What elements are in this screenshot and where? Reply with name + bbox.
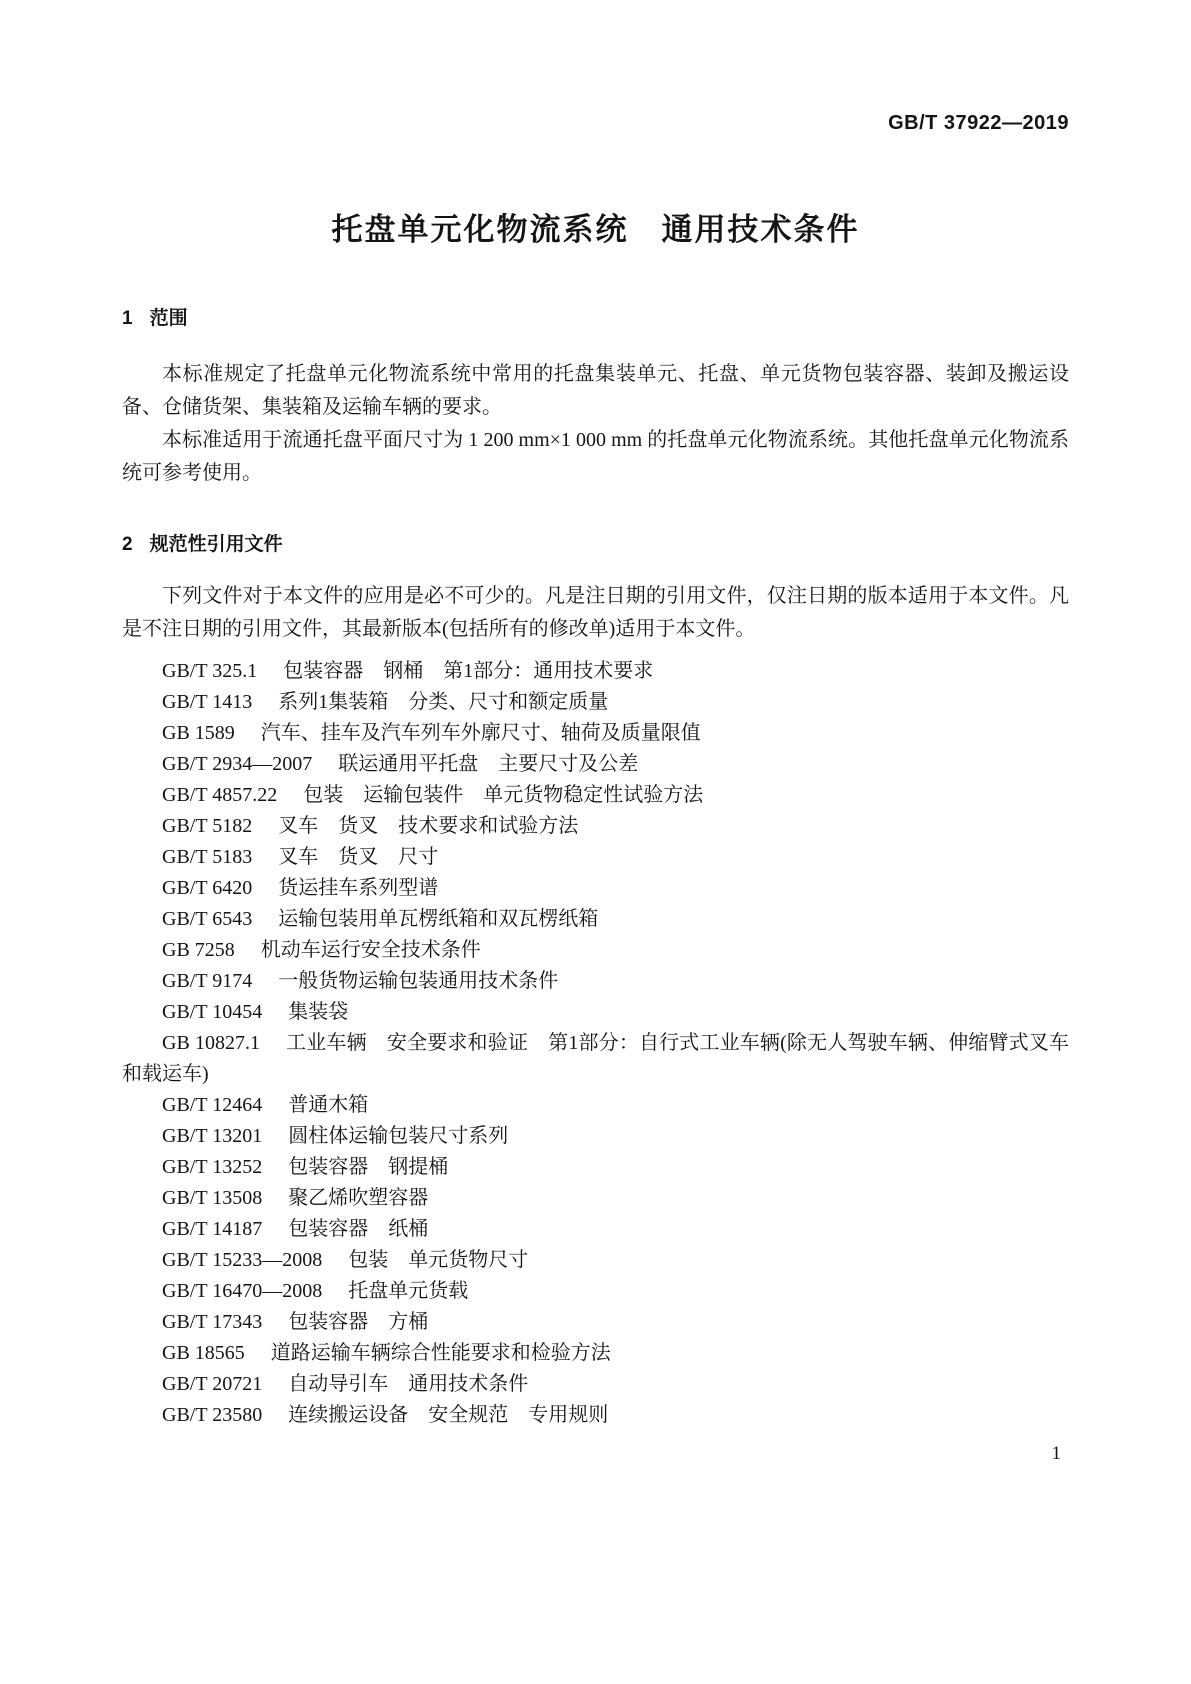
- reference-item: [122, 904, 1069, 935]
- reference-item: [122, 1214, 1069, 1245]
- section-2-number: 2: [122, 534, 133, 555]
- section-2-heading: [122, 532, 1069, 558]
- reference-title: 托盘单元货载: [348, 1280, 469, 1302]
- reference-item: [122, 687, 1069, 718]
- reference-code: GB/T 1413: [162, 691, 253, 713]
- reference-code: GB/T 5183: [162, 846, 253, 868]
- reference-title: 普通木箱: [288, 1094, 369, 1116]
- reference-item: [122, 1183, 1069, 1214]
- reference-item: [122, 997, 1069, 1028]
- reference-item: [122, 1152, 1069, 1183]
- reference-title: 叉车 货叉 尺寸: [278, 846, 439, 868]
- reference-title: 工业车辆 安全要求和验证 第1部分：自行式工业车辆(除无人驾驶车辆、伸缩臂式叉车和载运车): [122, 1032, 1069, 1085]
- reference-code: GB/T 325.1: [162, 660, 258, 682]
- reference-item: [122, 1245, 1069, 1276]
- reference-code: GB/T 20721: [162, 1373, 263, 1395]
- section-1-number: 1: [122, 308, 133, 329]
- paragraph-scope-2: 本标准适用于流通托盘平面尺寸为 1 200 mm×1 000 mm 的托盘单元化物流系统。其他托盘单元化物流系统可参考使用。: [122, 429, 1069, 484]
- reference-item: [122, 1338, 1069, 1369]
- reference-item: [122, 656, 1069, 687]
- page-number: 1: [1051, 1443, 1061, 1464]
- reference-title: 集装袋: [288, 1001, 349, 1023]
- reference-code: GB/T 6543: [162, 908, 253, 930]
- reference-title: 叉车 货叉 技术要求和试验方法: [278, 815, 579, 837]
- section-1-body: [122, 358, 1069, 490]
- reference-code: GB/T 13201: [162, 1125, 263, 1147]
- reference-code: GB 7258: [162, 939, 235, 961]
- reference-item: [122, 811, 1069, 842]
- reference-code: GB/T 12464: [162, 1094, 263, 1116]
- reference-title: 道路运输车辆综合性能要求和检验方法: [270, 1342, 611, 1364]
- reference-item: [122, 966, 1069, 997]
- reference-title: 运输包装用单瓦楞纸箱和双瓦楞纸箱: [278, 908, 599, 930]
- reference-code: GB/T 14187: [162, 1218, 263, 1240]
- reference-item: [122, 749, 1069, 780]
- reference-item: [122, 1028, 1069, 1090]
- standard-number: GB/T 37922—2019: [888, 112, 1069, 134]
- reference-title: 汽车、挂车及汽车列车外廓尺寸、轴荷及质量限值: [260, 722, 701, 744]
- reference-title: 包装容器 钢提桶: [288, 1156, 449, 1178]
- reference-item: [122, 1276, 1069, 1307]
- reference-item: [122, 873, 1069, 904]
- reference-code: GB/T 4857.22: [162, 784, 278, 806]
- reference-item: [122, 780, 1069, 811]
- reference-code: GB/T 13508: [162, 1187, 263, 1209]
- reference-title: 包装 运输包装件 单元货物稳定性试验方法: [303, 784, 704, 806]
- reference-code: GB/T 9174: [162, 970, 253, 992]
- reference-item: [122, 1400, 1069, 1431]
- reference-title: 包装容器 纸桶: [288, 1218, 429, 1240]
- reference-title: 聚乙烯吹塑容器: [288, 1187, 429, 1209]
- reference-item: [122, 1090, 1069, 1121]
- section-1-heading: [122, 306, 1069, 332]
- section-2-title: 规范性引用文件: [149, 534, 283, 555]
- reference-title: 货运挂车系列型谱: [278, 877, 439, 899]
- reference-title: 包装 单元货物尺寸: [348, 1249, 529, 1271]
- reference-item: [122, 1369, 1069, 1400]
- reference-title: 系列1集装箱 分类、尺寸和额定质量: [278, 691, 609, 713]
- reference-code: GB 18565: [162, 1342, 245, 1364]
- document-title: 托盘单元化物流系统 通用技术条件: [331, 212, 860, 247]
- reference-code: GB 10827.1: [162, 1032, 260, 1054]
- reference-code: GB/T 15233—2008: [162, 1249, 323, 1271]
- reference-item: [122, 1307, 1069, 1338]
- reference-code: GB/T 17343: [162, 1311, 263, 1333]
- section-2-intro: [122, 580, 1069, 646]
- reference-item: [122, 718, 1069, 749]
- reference-title: 连续搬运设备 安全规范 专用规则: [288, 1404, 609, 1426]
- page-content: [122, 0, 1069, 1431]
- reference-item: [122, 842, 1069, 873]
- reference-code: GB/T 13252: [162, 1156, 263, 1178]
- reference-code: GB/T 10454: [162, 1001, 263, 1023]
- reference-code: GB/T 16470—2008: [162, 1280, 323, 1302]
- reference-title: 自动导引车 通用技术条件: [288, 1373, 529, 1395]
- reference-code: GB/T 6420: [162, 877, 253, 899]
- reference-title: 一般货物运输包装通用技术条件: [278, 970, 559, 992]
- reference-title: 机动车运行安全技术条件: [260, 939, 481, 961]
- reference-list: [122, 656, 1069, 1431]
- section-1-title: 范围: [149, 308, 188, 329]
- reference-code: GB/T 23580: [162, 1404, 263, 1426]
- reference-title: 联运通用平托盘 主要尺寸及公差: [338, 753, 639, 775]
- reference-code: GB/T 2934—2007: [162, 753, 313, 775]
- paragraph-scope-1: 本标准规定了托盘单元化物流系统中常用的托盘集装单元、托盘、单元货物包装容器、装卸及搬运设备、仓储货架、集装箱及运输车辆的要求。: [122, 363, 1069, 418]
- reference-code: GB/T 5182: [162, 815, 253, 837]
- reference-code: GB 1589: [162, 722, 235, 744]
- reference-item: [122, 1121, 1069, 1152]
- reference-item: [122, 935, 1069, 966]
- reference-title: 包装容器 钢桶 第1部分：通用技术要求: [283, 660, 654, 682]
- reference-title: 圆柱体运输包装尺寸系列: [288, 1125, 509, 1147]
- document-header: [122, 110, 1069, 136]
- paragraph-references-intro: 下列文件对于本文件的应用是必不可少的。凡是注日期的引用文件，仅注日期的版本适用于本文件。凡是不注日期的引用文件，其最新版本(包括所有的修改单)适用于本文件。: [122, 585, 1069, 640]
- page-footer: [1052, 1442, 1062, 1466]
- reference-title: 包装容器 方桶: [288, 1311, 429, 1333]
